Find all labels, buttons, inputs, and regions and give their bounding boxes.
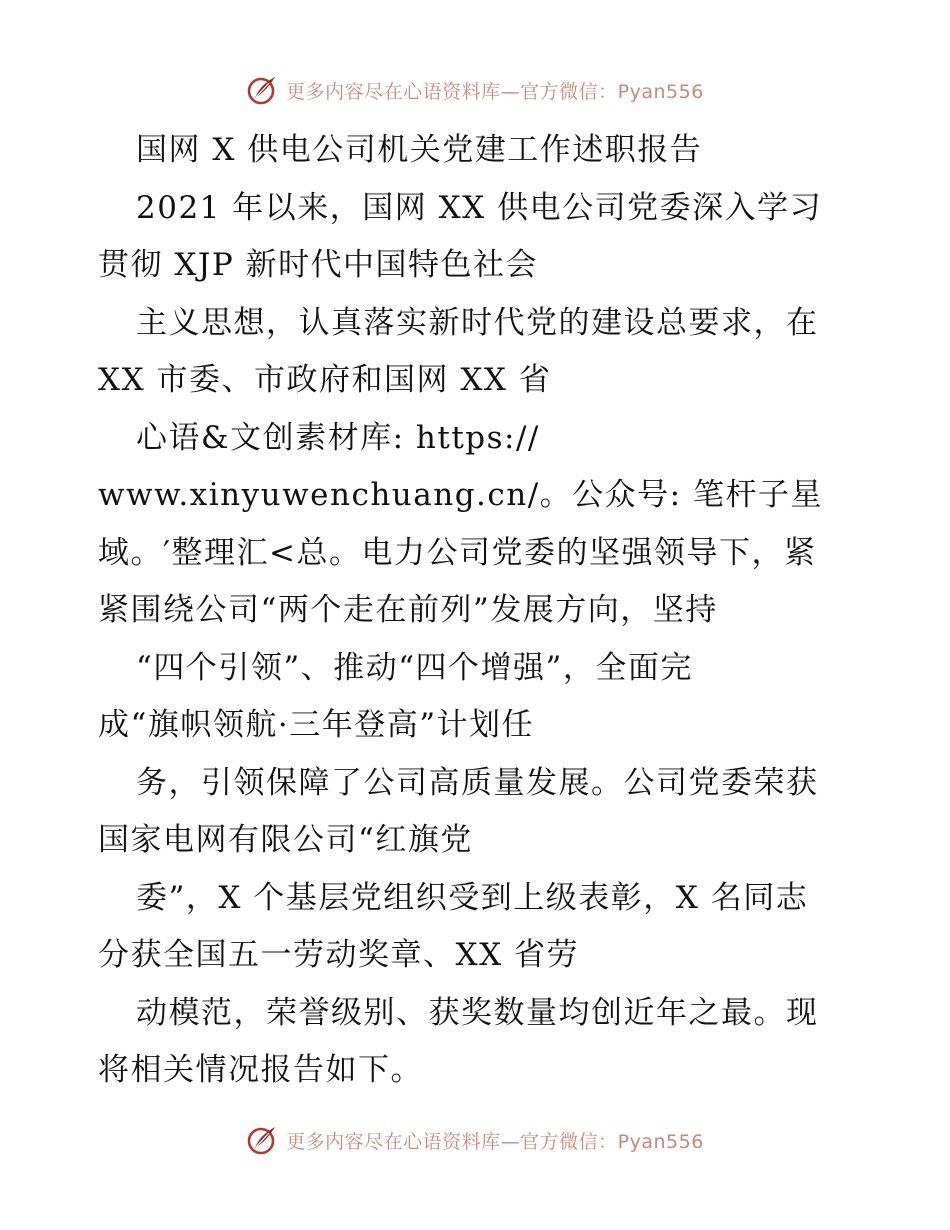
header-banner — [0, 73, 950, 107]
header-banner-text: 更多内容尽在心语资料库—官方微信：Pyan556 — [286, 80, 704, 103]
paragraph-line: 2021 年以来，国网 XX 供电公司党委深入学习 — [136, 189, 823, 226]
paragraph-line: 心语&文创素材库: https:// — [136, 419, 540, 456]
paragraph-line: “四个引领”、推动“四个增强”，全面完 — [136, 649, 693, 686]
paragraph-line: XX 市委、市政府和国网 XX 省 — [98, 362, 552, 398]
paragraph-line: www.xinyuwenchuang.cn/。公众号: 笔杆子星 — [98, 477, 823, 513]
quill-pen-icon — [246, 74, 278, 106]
paragraph-line: 紧围绕公司“两个走在前列”发展方向，坚持 — [98, 592, 718, 628]
paragraph-line: 务，引领保障了公司高质量发展。公司党委荣获 — [136, 764, 819, 801]
footer-banner — [0, 1123, 950, 1157]
paragraph-line: 将相关情况报告如下。 — [98, 1052, 423, 1088]
paragraph-line: 分获全国五一劳动奖章、XX 省劳 — [98, 937, 579, 973]
document-title: 国网 X 供电公司机关党建工作述职报告 — [136, 132, 703, 168]
paragraph-line: 贯彻 XJP 新时代中国特色社会 — [98, 247, 539, 283]
paragraph-line: 委”，X 个基层党组织受到上级表彰，X 名同志 — [136, 879, 809, 916]
paragraph-line: 成“旗帜领航·三年登高”计划任 — [98, 707, 535, 743]
paragraph-line: 动模范，荣誉级别、获奖数量均创近年之最。现 — [136, 994, 819, 1031]
paragraph-line: 主义思想，认真落实新时代党的建设总要求，在 — [136, 304, 819, 341]
paragraph-line: 域。′整理汇<总。电力公司党委的坚强领导下，紧 — [98, 534, 817, 571]
document-body — [98, 122, 868, 1100]
quill-pen-icon — [246, 1124, 278, 1156]
paragraph-line: 国家电网有限公司“红旗党 — [98, 822, 473, 858]
footer-banner-text: 更多内容尽在心语资料库—官方微信：Pyan556 — [286, 1130, 704, 1153]
